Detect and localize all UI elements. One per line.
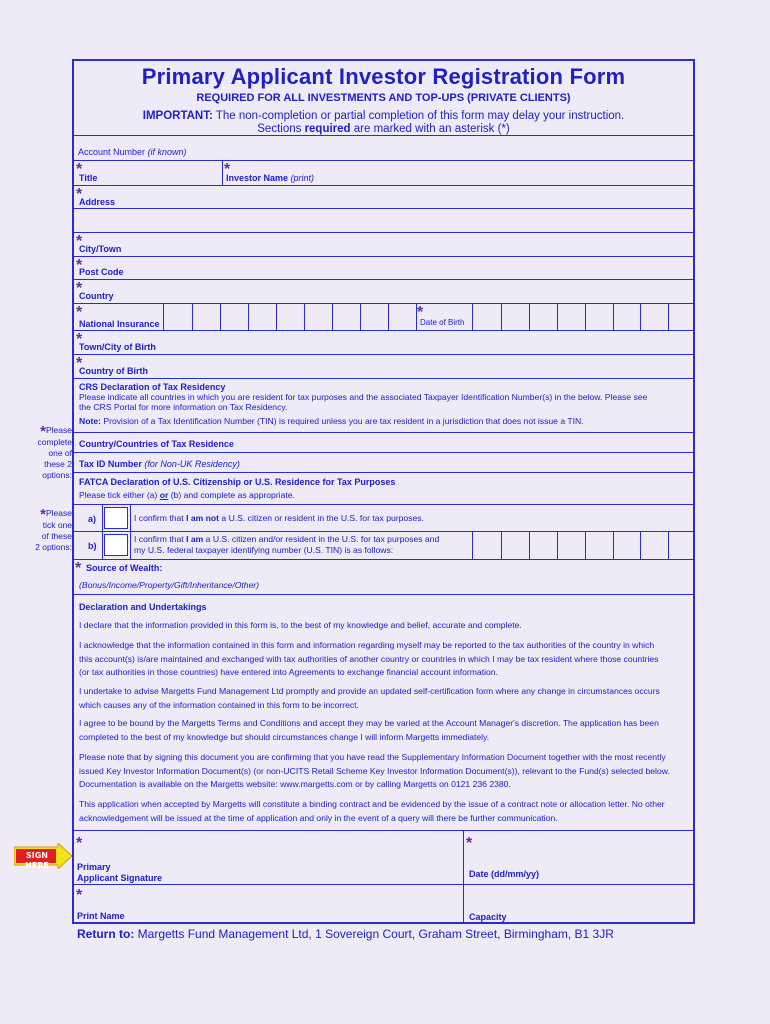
declaration-line: this account(s) is/are maintained and exchanged with tax authorities of another country or countries in which I may be tax resident where those countries (79, 653, 659, 664)
fatca-instr-or: or (159, 490, 169, 500)
primary-text: Primary (77, 862, 111, 872)
fatca-b-pre: I confirm that (134, 534, 184, 544)
dob-label: Date of Birth (420, 318, 465, 327)
fatca-option-b (74, 531, 695, 559)
ni-dob-row (74, 303, 695, 330)
divider (463, 831, 464, 885)
country-birth-label: Country of Birth (79, 366, 148, 376)
important-text: The non-completion or partial completion of this form may delay your instruction. (215, 110, 625, 122)
tax-id-text: Tax ID Number (79, 459, 142, 469)
print-name-label: Print Name (77, 911, 125, 921)
account-number-row[interactable] (74, 135, 695, 160)
wealth-label: Source of Wealth: (86, 563, 163, 573)
sections-pre: Sections (257, 123, 302, 135)
account-number-hint: (if known) (147, 147, 187, 157)
asterisk-icon: * (76, 233, 83, 250)
declaration-p6 (79, 798, 665, 825)
sections-note (74, 123, 693, 135)
investor-name-text: Investor Name (226, 173, 289, 183)
cell-divider (585, 304, 586, 331)
cell-divider (501, 304, 502, 331)
crs-text-1: Please indicate all countries in which you are resident for tax purposes and the associated Taxpayer Identification Number(s) in the below. Please see (79, 392, 648, 402)
cell-divider (557, 532, 558, 560)
print-name-field[interactable] (75, 886, 463, 922)
fatca-a-pre: I confirm that (134, 513, 184, 523)
wealth-row[interactable] (74, 559, 695, 594)
declaration-line: completed to the best of my knowledge but should circumstances change I will inform Margetts immediately. (79, 731, 490, 742)
fatca-a-text (134, 512, 424, 525)
fatca-instructions (79, 489, 295, 502)
tax-id-row[interactable] (74, 452, 695, 472)
town-birth-row[interactable] (74, 330, 695, 354)
declaration-p3 (79, 685, 660, 712)
account-number-label (78, 147, 187, 157)
side-note-2-line: of these (41, 531, 72, 541)
declaration-line: I acknowledge that the information contained in this form and information regarding myself may be reported to the tax authorities of the country in which (79, 640, 655, 650)
divider (102, 532, 103, 560)
cell-divider (501, 532, 502, 560)
side-note-1-line: complete (37, 437, 72, 447)
asterisk-icon: * (76, 355, 83, 372)
crs-section (74, 378, 695, 432)
cell-divider (416, 304, 417, 331)
sign-here-text: SIGN HERE (25, 851, 49, 870)
tax-id-label (79, 459, 240, 469)
capacity-field[interactable] (465, 886, 694, 922)
divider (102, 505, 103, 532)
page-title: Primary Applicant Investor Registration Form (141, 64, 626, 89)
important-label: IMPORTANT: (142, 110, 213, 122)
address-row[interactable] (74, 185, 695, 208)
cell-divider (304, 304, 305, 331)
fatca-b-post1: a U.S. citizen and/or resident in the U.S. for tax purposes and (205, 534, 440, 544)
asterisk-icon: * (76, 186, 83, 203)
required-note: REQUIRED FOR ALL INVESTMENTS AND TOP-UPS (PRIVATE CLIENTS) (196, 92, 571, 104)
declaration-heading: Declaration and Undertakings (79, 602, 207, 612)
tax-residence-row[interactable] (74, 432, 695, 452)
cell-divider (192, 304, 193, 331)
asterisk-icon: * (417, 304, 424, 321)
cell-divider (472, 532, 473, 560)
fatca-a-post: a U.S. citizen or resident in the U.S. for tax purposes. (221, 513, 424, 523)
tax-id-hint: (for Non-UK Residency) (144, 459, 240, 469)
side-note-1-line: *Please (40, 423, 72, 440)
country-row[interactable] (74, 279, 695, 303)
date-field[interactable] (465, 832, 694, 884)
asterisk-icon: * (75, 560, 82, 577)
fatca-b-post2: my U.S. federal taxpayer identifying number (U.S. TIN) is as follows: (134, 545, 394, 555)
ni-label: National Insurance (79, 319, 160, 329)
postcode-label: Post Code (79, 267, 124, 277)
wealth-hint: (Bonus/Income/Property/Gift/Inheritance/Other) (79, 580, 260, 590)
crs-text-2: the CRS Portal for more information on Tax Residency. (79, 402, 288, 412)
asterisk-icon: * (76, 331, 83, 348)
date-label: Date (dd/mm/yy) (469, 869, 540, 879)
declaration-line: I undertake to advise Margetts Fund Management Ltd promptly and provide an updated self-certification form where any change in circumstances occurs (79, 686, 660, 696)
city-row[interactable] (74, 232, 695, 256)
declaration-line: I agree to be bound by the Margetts Terms and Conditions and accept they may be varied at the Account Manager's discretion. The application has been (79, 718, 659, 728)
fatca-a-label: a) (88, 514, 97, 524)
declaration-line: (or tax authorities in those countries) have entered into Agreements to exchange financial account information. (79, 667, 498, 677)
crs-note-label: Note: (79, 416, 101, 426)
signature-field[interactable] (75, 832, 463, 884)
asterisk-icon: * (40, 423, 46, 440)
asterisk-icon: * (76, 161, 83, 178)
side-note-2-line: *Please (40, 506, 72, 523)
asterisk-icon: * (76, 280, 83, 297)
form-header (74, 61, 693, 135)
important-note (74, 110, 693, 122)
address-label: Address (79, 197, 116, 207)
side-note-1-line: these 2 (44, 459, 72, 469)
asterisk-icon: * (40, 506, 46, 523)
cell-divider (529, 304, 530, 331)
cell-divider (248, 304, 249, 331)
applicant-signature-text: Applicant Signature (77, 873, 163, 883)
side-note-2-line: tick one (42, 520, 72, 530)
declaration-line: Please note that by signing this document you are confirming that you have read the Supplementary Information Document together with the most recently (79, 752, 666, 762)
cell-divider (557, 304, 558, 331)
sections-bold: required (304, 123, 351, 135)
account-number-text: Account Number (78, 147, 146, 157)
cell-divider (668, 532, 669, 560)
address-line-2[interactable] (74, 208, 695, 232)
asterisk-icon: * (76, 835, 83, 852)
declaration-line: This application when accepted by Margetts will constitute a binding contract and be evidenced by the issue of a contract note or allocation letter. No other (79, 799, 665, 809)
crs-heading: CRS Declaration of Tax Residency (79, 382, 226, 392)
declaration-section (74, 594, 695, 830)
crs-note (79, 415, 584, 428)
cell-divider (276, 304, 277, 331)
town-birth-label: Town/City of Birth (79, 342, 156, 352)
fatca-option-a (74, 504, 695, 531)
sections-post: are marked with an asterisk (*) (353, 123, 510, 135)
capacity-label: Capacity (469, 912, 507, 922)
divider (463, 885, 464, 923)
fatca-heading: FATCA Declaration of U.S. Citizenship or U.S. Residence for Tax Purposes (79, 477, 396, 487)
cell-divider (163, 304, 164, 331)
fatca-b-text (134, 534, 439, 556)
side-note-2 (12, 508, 72, 553)
side-note-1-line: options: (42, 470, 72, 480)
city-label: City/Town (79, 244, 122, 254)
fatca-instr-post: (b) and complete as appropriate. (170, 490, 295, 500)
fatca-b-bold: I am (186, 534, 204, 544)
cell-divider (388, 304, 389, 331)
asterisk-icon: * (76, 304, 83, 321)
divider (130, 505, 131, 532)
investor-name-hint: (print) (290, 173, 315, 183)
declaration-p1: I declare that the information provided in this form is, to the best of my knowledge and belief, accurate and complete. (79, 620, 522, 630)
declaration-line: issued Key Investor Information Document(s) (or non-UCITS Retail Scheme Key Investor Information Document(s)), relevant to the Fund(s) selected below. (79, 765, 670, 776)
asterisk-icon: * (466, 835, 473, 852)
cell-divider (220, 304, 221, 331)
side-note-1-line: one of (48, 448, 72, 458)
cell-divider (613, 532, 614, 560)
cell-divider (332, 304, 333, 331)
title-label: Title (79, 173, 98, 183)
cell-divider (668, 304, 669, 331)
cell-divider (585, 532, 586, 560)
country-birth-row[interactable] (74, 354, 695, 378)
title-field[interactable] (75, 161, 147, 185)
divider (130, 532, 131, 560)
divider (222, 161, 223, 186)
fatca-section (74, 472, 695, 504)
crs-note-text: Provision of a Tax Identification Number (TIN) is required unless you are tax resident in a jurisdiction that does not issue a TIN. (103, 416, 584, 426)
asterisk-icon: * (76, 257, 83, 274)
side-note-1 (12, 425, 72, 481)
cell-divider (640, 532, 641, 560)
cell-divider (529, 532, 530, 560)
fatca-instr-pre: Please tick either (a) (79, 490, 158, 500)
country-label: Country (79, 291, 114, 301)
sign-here-arrow-icon (14, 843, 72, 869)
postcode-row[interactable] (74, 256, 695, 279)
declaration-p5 (79, 751, 670, 792)
side-note-2-line: 2 options: (35, 542, 72, 552)
declaration-line: which causes any of the information contained in this form to be incorrect. (79, 699, 359, 710)
return-address (77, 927, 614, 941)
fatca-b-checkbox[interactable] (104, 534, 128, 556)
tax-residence-label: Country/Countries of Tax Residence (79, 439, 234, 449)
investor-name-field[interactable] (224, 161, 694, 185)
asterisk-icon: * (76, 887, 83, 904)
cell-divider (613, 304, 614, 331)
return-address-text: Margetts Fund Management Ltd, 1 Sovereign Court, Graham Street, Birmingham, B1 3JR (137, 927, 614, 941)
declaration-p2 (79, 639, 658, 680)
cell-divider (360, 304, 361, 331)
cell-divider (640, 304, 641, 331)
fatca-a-bold: I am not (186, 513, 220, 523)
declaration-line: Documentation is available on the Margetts website: www.margetts.com or by calling Margetts on 0121 236 2380. (79, 779, 511, 789)
return-label: Return to: (77, 927, 135, 941)
fatca-a-checkbox[interactable] (104, 507, 128, 529)
cell-divider (472, 304, 473, 331)
fatca-b-label: b) (88, 541, 97, 551)
asterisk-icon: * (224, 161, 231, 178)
declaration-line: acknowledgement will be issued at the time of application and only in the event of a query will there be further communication. (79, 812, 558, 823)
declaration-p4 (79, 717, 659, 744)
